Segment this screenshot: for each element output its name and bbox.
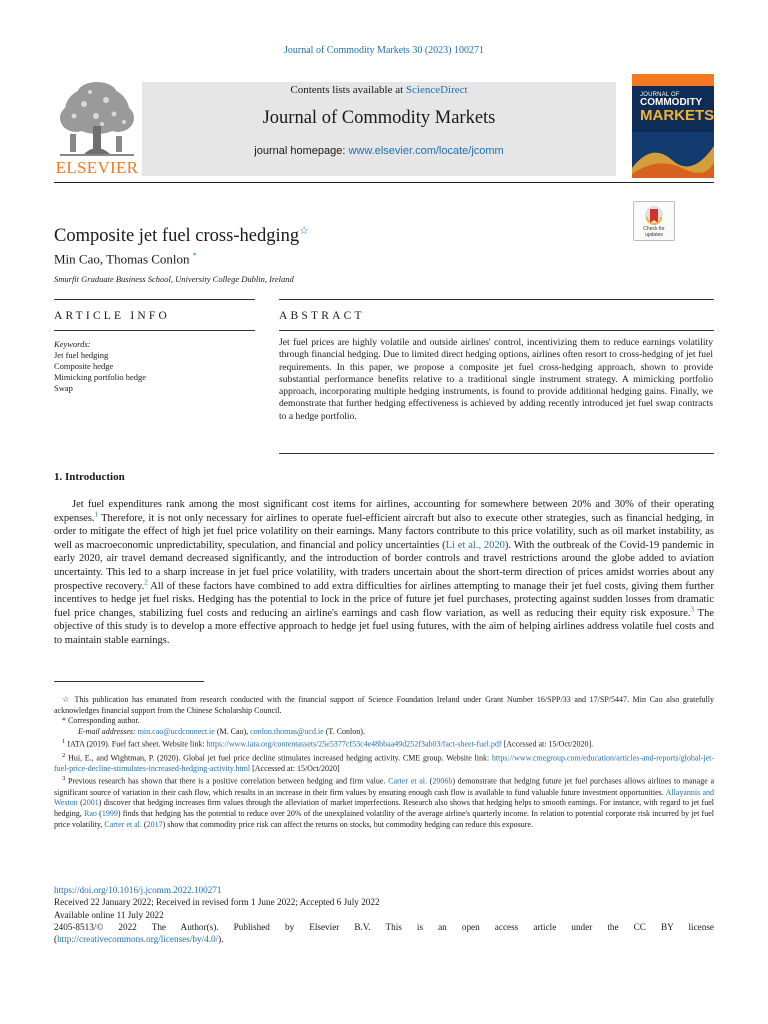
abstract-bottom-rule [279, 453, 714, 454]
cover-art-icon [632, 132, 714, 178]
keyword-item: Swap [54, 383, 73, 393]
license-statement: 2405-8513/© 2022 The Author(s). Published by Elsevier B.V. This is an open access article under the CC BY license [54, 921, 714, 932]
citation-year-link[interactable]: 2001 [82, 798, 99, 808]
cover-top-band [632, 74, 714, 86]
cover-line-3: MARKETS [640, 107, 715, 124]
intro-text: ). With the outbreak of the Covid-19 pandemic in early 2020, air travel demand decreased significantly, and the introduction of border controls and travel restrictions around the globe added to aviation uncertainty. This led to a sharp increase in jet fuel price volatility, with traders uncertain about the short-term direction of prices amidst worries about any prospective recovery. [54, 539, 714, 592]
footnote-text: ( [96, 808, 102, 818]
iata-link[interactable]: https://www.iata.org/contentassets/25e5377cf53c4e48bbaa49d252f3ab03/fact-sheet-fuel.pdf [206, 740, 502, 750]
citation-link[interactable]: Carter et al. [104, 819, 142, 829]
footnote-text: ) discover that hedging increases firm values through the alleviation of market imperfections. Research also shows that hedging helps to smooth earnings. For instance, with regard to jet fuel hedging, [54, 798, 714, 818]
footnote-number: 2 [62, 751, 66, 759]
intro-text: Therefore, it is not only necessary for airlines to operate fuel-efficient aircraft but also to execute other strategies, such as financial hedging, in order to mitigate the effect of high jet fuel price volatility on their earnings. Many factors contribute to this price volatility, such as oil market instability, as well as macroeconomic unpredictability, speculation, and financial and policy uncertainties ( [54, 512, 714, 551]
footnote-text: [Accessed at: 15/Oct/2020] [250, 763, 340, 773]
footnote-ref-1[interactable]: 1 [94, 510, 99, 519]
abstract-heading: ABSTRACT [279, 310, 365, 322]
contents-line [142, 82, 616, 96]
footnote-text: ( [77, 798, 83, 808]
email-owner: (M. Cao), [214, 726, 251, 736]
license-link[interactable]: http://creativecommons.org/licenses/by/4.0/ [57, 934, 219, 945]
footnote-text: Hui, E., and Wightman, P. (2020). Global jet fuel price decline stimulates increased hedging activity. CME group. Website link: [68, 753, 492, 763]
keyword-item: Mimicking portfolio hedge [54, 372, 147, 382]
footnote-star-icon: ☆ [62, 695, 71, 704]
footnote-text: ) finds that hedging has the potential to reduce over 20% of the unexplained volatility of the average airline's quarterly income. In relation to potential corporate risk incurred by jet fuel price volatility, [54, 808, 714, 829]
abstract-top-rule [279, 299, 714, 300]
article-info-mid-rule [54, 330, 255, 331]
sciencedirect-link[interactable]: ScienceDirect [405, 84, 468, 96]
homepage-line [142, 145, 616, 157]
title-footnote-star-icon[interactable]: ☆ [299, 225, 309, 237]
contents-label: Contents lists available at [290, 84, 406, 96]
footnote-emails [54, 727, 714, 738]
homepage-label: journal homepage: [254, 145, 349, 157]
citation-year-link[interactable]: 2017 [146, 819, 163, 829]
footnote-funding [54, 695, 714, 716]
cover-line-1: JOURNAL OF [640, 92, 680, 98]
footnote-text: ( [141, 819, 147, 829]
corresponding-author-mark[interactable]: * [192, 251, 197, 260]
check-updates-label: Check for updates [643, 226, 665, 238]
available-online: Available online 11 July 2022 [54, 909, 164, 920]
footnote-corresponding [54, 716, 714, 727]
citation-link[interactable]: Carter et al. [388, 777, 427, 787]
author-names[interactable]: Min Cao, Thomas Conlon [54, 251, 190, 267]
footnote-rule [54, 681, 204, 682]
section-heading-introduction: 1. Introduction [54, 471, 125, 483]
intro-text: All of these factors have combined to add extra difficulties for airlines attempting to manage their jet fuel costs, giving them further incentives to hedge jet fuel risks. Hedging has the potential to lock in the price of future jet fuel purchases, protecting against sudden losses from dramatic fuel price changes, stabilizing fuel costs and reducing an airline's earnings and cash flow variation, as well as reducing their equity risk exposure. [54, 580, 714, 619]
check-updates-icon [644, 205, 664, 227]
article-title: Composite jet fuel cross-hedging [54, 226, 300, 247]
footnotes [54, 695, 714, 830]
email-link-cao[interactable]: min.cao@ucdconnect.ie [137, 726, 215, 736]
intro-text: Jet fuel expenditures rank among the most significant cost items for airlines, accounting for somewhere between 20% and 30% of their operating expenses. [54, 499, 714, 524]
author-line [54, 251, 197, 267]
abstract-text: Jet fuel prices are highly volatile and outside airlines' control, incentivizing them to reduce earnings volatility through financial hedging. Due to limited direct hedging options, airlines often resort to cross-hedging of jet fuel requirements. In this paper, we propose a composite jet fuel cross-hedging approach, shown to provide substantial performance benefits relative to a traditional single instrument strategy. A mimicking portfolio approach, incorporating multiple hedging instruments, is found to provide additional hedging gains. Finally, we demonstrate that further hedging effectiveness is achieved by adding recently introduced jet fuel swap contracts to a hedge portfolio. [279, 337, 713, 422]
footnote-number: 1 [62, 738, 66, 746]
keyword-item: Jet fuel hedging [54, 350, 109, 360]
cover-text [640, 92, 715, 124]
abstract-mid-rule [279, 330, 714, 331]
footnote-text: IATA (2019). Fuel fact sheet. Website link: [67, 740, 207, 750]
homepage-link[interactable]: www.elsevier.com/locate/jcomm [348, 145, 504, 157]
footnote-text: ) show that commodity price risk can affect the returns on stocks, but commodity hedging can reduce this exposure. [162, 819, 533, 829]
footnote-3 [54, 774, 714, 830]
keywords-label: Keywords: [54, 339, 91, 349]
intro-text: The objective of this study is to develop a more effective approach to hedge jet fuel using futures, with the aim of helping airlines address volatile fuel costs and to maintain stable earnings. [54, 607, 714, 646]
journal-title: Journal of Commodity Markets [262, 108, 496, 128]
paren-close: ). [218, 934, 224, 945]
footnote-asterisk-icon: * [62, 716, 66, 726]
article-info-heading: ARTICLE INFO [54, 310, 170, 322]
footnote-ref-2[interactable]: 2 [144, 578, 148, 587]
footnote-text: Corresponding author. [68, 716, 140, 726]
footnote-number: 3 [62, 775, 66, 783]
footnote-2 [54, 751, 714, 775]
license-url-line [54, 933, 714, 945]
elsevier-logo [54, 80, 140, 180]
citation-link[interactable]: Allayannis and Weston [54, 787, 715, 808]
footnote-text: Previous research has shown that there is a positive correlation between hedging and firm value. [68, 777, 389, 787]
keywords-block [54, 339, 146, 394]
email-link-conlon[interactable]: conlon.thomas@ucd.ie [250, 726, 324, 736]
email-owner: (T. Conlon). [323, 726, 365, 736]
footnote-ref-3[interactable]: 3 [690, 605, 695, 614]
running-head[interactable]: Journal of Commodity Markets 30 (2023) 100271 [284, 45, 484, 56]
publication-info [54, 884, 714, 945]
email-label: E-mail addresses: [78, 726, 136, 736]
cover-line-2: COMMODITY [640, 97, 703, 108]
doi-link[interactable]: https://doi.org/10.1016/j.jcomm.2022.100271 [54, 885, 222, 895]
affiliation: Smurfit Graduate Business School, University College Dublin, Ireland [54, 274, 294, 284]
received-dates: Received 22 January 2022; Received in revised form 1 June 2022; Accepted 6 July 2022 [54, 897, 380, 908]
article-title-line [54, 224, 309, 247]
footnote-text: [Accessed at: 15/Oct/2020]. [501, 740, 594, 750]
journal-masthead [54, 74, 714, 183]
footnote-1 [54, 737, 714, 750]
footnote-text: ) demonstrate that hedging future jet fuel purchases allows airlines to manage a significant source of variation in their cash flow, which results in an increase in their firm values by ensuring enough cash flow is available to fund valuable future investment opportunities. [54, 777, 715, 797]
citation-year-link[interactable]: 2006b [432, 777, 453, 787]
citation-link[interactable]: Rao [84, 808, 97, 818]
journal-cover[interactable] [632, 74, 714, 178]
cmegroup-link[interactable]: https://www.cmegroup.com/education/articles-and-reports/global-jet-fuel-price-decline-stimulates-increased-hedging-activity.html [54, 753, 714, 773]
keyword-item: Composite hedge [54, 361, 114, 371]
citation-link[interactable]: Li et al., 2020 [445, 539, 505, 551]
footnote-text: This publication has emanated from research conducted with the financial support of Science Foundation Ireland under Grant Number 16/SPP/33 and 17/SP/5447. Min Cao also gratefully acknowledges financial support from the Chinese Scholarship Council. [54, 695, 714, 715]
journal-banner [142, 82, 616, 176]
article-info-top-rule [54, 299, 255, 300]
citation-year-link[interactable]: 1999 [101, 808, 118, 818]
introduction-paragraph [54, 498, 714, 648]
check-for-updates-badge[interactable] [633, 201, 675, 241]
paren-open: ( [54, 934, 58, 945]
footnote-text: ( [426, 777, 433, 787]
elsevier-wordmark: ELSEVIER [55, 158, 139, 177]
